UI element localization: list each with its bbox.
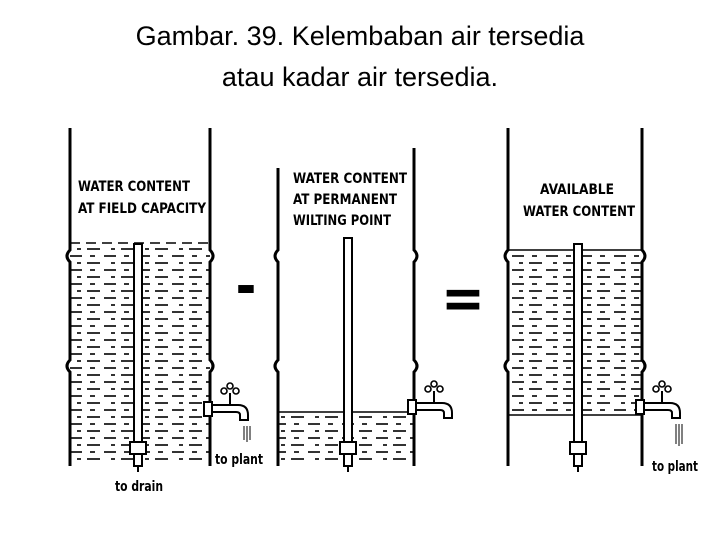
minus-operator: - xyxy=(235,254,257,319)
panel2-label-line3: WILTING POINT xyxy=(293,213,392,229)
to-plant-label-1: to plant xyxy=(215,452,263,468)
container-left-wall xyxy=(505,128,508,466)
figure-title-line1: Gambar. 39. Kelembaban air tersedia xyxy=(135,21,585,51)
container-right-wall xyxy=(414,148,417,466)
container-left-wall xyxy=(275,168,278,466)
panel-available-water xyxy=(505,128,698,475)
panel3-label-line2: WATER CONTENT xyxy=(523,204,636,220)
container-left-wall xyxy=(67,128,70,466)
container-right-wall xyxy=(642,128,645,466)
to-drain-label: to drain xyxy=(115,479,163,495)
equals-operator: = xyxy=(441,264,485,332)
panel1-label-line1: WATER CONTENT xyxy=(78,179,191,195)
drain-valve xyxy=(130,442,146,454)
panel1-label-line2: AT FIELD CAPACITY xyxy=(78,201,207,217)
drain-tube xyxy=(134,244,142,466)
drain-valve xyxy=(340,442,356,454)
panel-field-capacity xyxy=(67,128,263,495)
panel3-label-line1: AVAILABLE xyxy=(540,182,614,198)
figure-title-line2: atau kadar air tersedia. xyxy=(221,62,499,92)
panel2-label-line1: WATER CONTENT xyxy=(293,171,408,187)
drain-tube xyxy=(344,238,352,466)
drain-valve xyxy=(570,442,586,454)
panel-wilting-point xyxy=(275,148,452,472)
to-plant-label-3: to plant xyxy=(652,459,698,475)
panel2-label-line2: AT PERMANENT xyxy=(293,192,398,208)
drain-tube xyxy=(574,244,582,466)
